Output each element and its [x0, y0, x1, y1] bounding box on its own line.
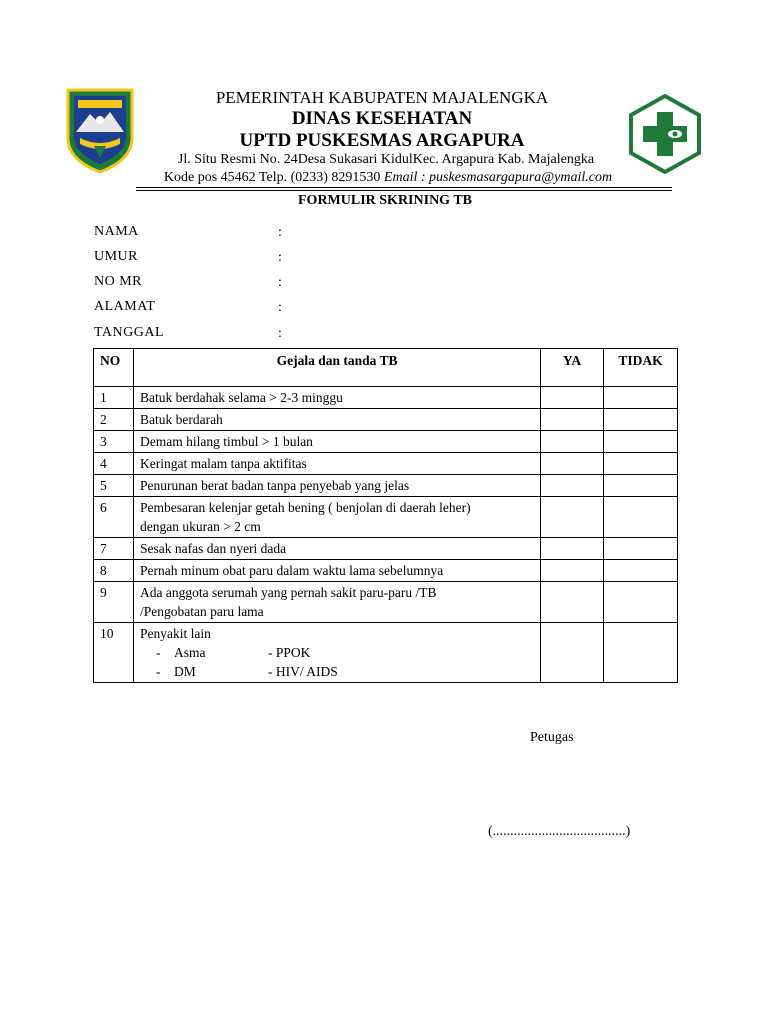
symptom-line: Pembesaran kelenjar getah bening ( benjolan di daerah leher) [139, 500, 471, 515]
ya-cell[interactable] [541, 560, 604, 582]
address-line: Jl. Situ Resmi No. 24Desa Sukasari KidulKec. Argapura Kab. Majalengka [177, 152, 595, 167]
symptom-line: Ada anggota serumah yang pernah sakit paru-paru /TB [139, 585, 437, 600]
tidak-cell[interactable] [604, 560, 678, 582]
department-name: DINAS KESEHATAN [291, 108, 473, 129]
ya-cell[interactable] [541, 623, 604, 683]
tidak-cell[interactable] [604, 582, 678, 623]
header-ya: YA [541, 349, 604, 387]
ya-cell[interactable] [541, 409, 604, 431]
symptom-line: dengan ukuran > 2 cm [139, 519, 261, 534]
symptom-line: /Pengobatan paru lama [139, 604, 264, 619]
row-symptom: Sesak nafas dan nyeri dada [133, 538, 540, 560]
sub-item: DM [173, 664, 196, 679]
contact-line [138, 170, 638, 186]
row-number: 2 [94, 409, 134, 431]
field-label-no-mr: NO MR [94, 274, 143, 289]
ya-cell[interactable] [541, 431, 604, 453]
row-number: 7 [94, 538, 134, 560]
tidak-cell[interactable] [604, 431, 678, 453]
sub-item: - PPOK [267, 645, 311, 660]
field-colon: : [278, 250, 282, 265]
field-label-tanggal: TANGGAL [94, 325, 165, 340]
field-colon: : [278, 326, 282, 341]
ya-cell[interactable] [541, 453, 604, 475]
row-number: 1 [94, 387, 134, 409]
table-row [94, 623, 678, 683]
header-symptom: Gejala dan tanda TB [133, 349, 540, 387]
table-row [94, 497, 678, 538]
ya-cell[interactable] [541, 497, 604, 538]
symptom-line: Penyakit lain [139, 626, 211, 641]
tidak-cell[interactable] [604, 409, 678, 431]
table-row [94, 582, 678, 623]
row-number: 6 [94, 497, 134, 538]
header-divider-thin [136, 190, 672, 191]
table-row [94, 431, 678, 453]
row-number: 8 [94, 560, 134, 582]
field-label-umur: UMUR [94, 249, 139, 264]
table-row [94, 560, 678, 582]
signature-blank: (......................................) [488, 824, 631, 839]
header-divider [136, 187, 672, 188]
ya-cell[interactable] [541, 538, 604, 560]
ya-cell[interactable] [541, 387, 604, 409]
row-symptom: Batuk berdahak selama > 2-3 minggu [133, 387, 540, 409]
table-header-row [94, 349, 678, 387]
majalengka-regency-crest-icon [64, 86, 136, 174]
tidak-cell[interactable] [604, 475, 678, 497]
row-number: 3 [94, 431, 134, 453]
row-number: 10 [94, 623, 134, 683]
tidak-cell[interactable] [604, 538, 678, 560]
field-label-nama: NAMA [94, 224, 139, 239]
header-no: NO [94, 349, 134, 387]
contact-email: Email : puskesmasargapura@ymail.com [383, 170, 613, 185]
table-row [94, 387, 678, 409]
row-number: 9 [94, 582, 134, 623]
row-symptom: Pernah minum obat paru dalam waktu lama sebelumnya [133, 560, 540, 582]
dash: - [155, 645, 161, 660]
government-name: PEMERINTAH KABUPATEN MAJALENGKA [215, 88, 549, 107]
tidak-cell[interactable] [604, 497, 678, 538]
ya-cell[interactable] [541, 582, 604, 623]
puskesmas-green-cross-icon [628, 94, 702, 174]
field-colon: : [278, 225, 282, 240]
row-symptom: Demam hilang timbul > 1 bulan [133, 431, 540, 453]
field-label-alamat: ALAMAT [94, 299, 156, 314]
row-symptom [133, 497, 540, 538]
officer-label: Petugas [530, 730, 574, 745]
table-row [94, 409, 678, 431]
row-number: 5 [94, 475, 134, 497]
tidak-cell[interactable] [604, 623, 678, 683]
dash: - [155, 664, 161, 679]
row-symptom: Batuk berdarah [133, 409, 540, 431]
institution-name: UPTD PUSKESMAS ARGAPURA [239, 130, 525, 151]
row-symptom [133, 623, 540, 683]
row-symptom: Penurunan berat badan tanpa penyebab yang jelas [133, 475, 540, 497]
table-row [94, 453, 678, 475]
sub-item-line [140, 662, 534, 681]
contact-phone: Kode pos 45462 Telp. (0233) 8291530 [163, 170, 384, 185]
tidak-cell[interactable] [604, 453, 678, 475]
tidak-cell[interactable] [604, 387, 678, 409]
screening-table [93, 348, 678, 683]
row-symptom: Keringat malam tanpa aktifitas [133, 453, 540, 475]
field-colon: : [278, 275, 282, 290]
ya-cell[interactable] [541, 475, 604, 497]
header-tidak: TIDAK [604, 349, 678, 387]
sub-item: Asma [173, 645, 206, 660]
row-symptom [133, 582, 540, 623]
sub-item: - HIV/ AIDS [267, 664, 338, 679]
table-row [94, 538, 678, 560]
form-title: FORMULIR SKRINING TB [298, 193, 472, 208]
field-colon: : [278, 300, 282, 315]
row-number: 4 [94, 453, 134, 475]
table-row [94, 475, 678, 497]
sub-item-line [140, 643, 534, 662]
